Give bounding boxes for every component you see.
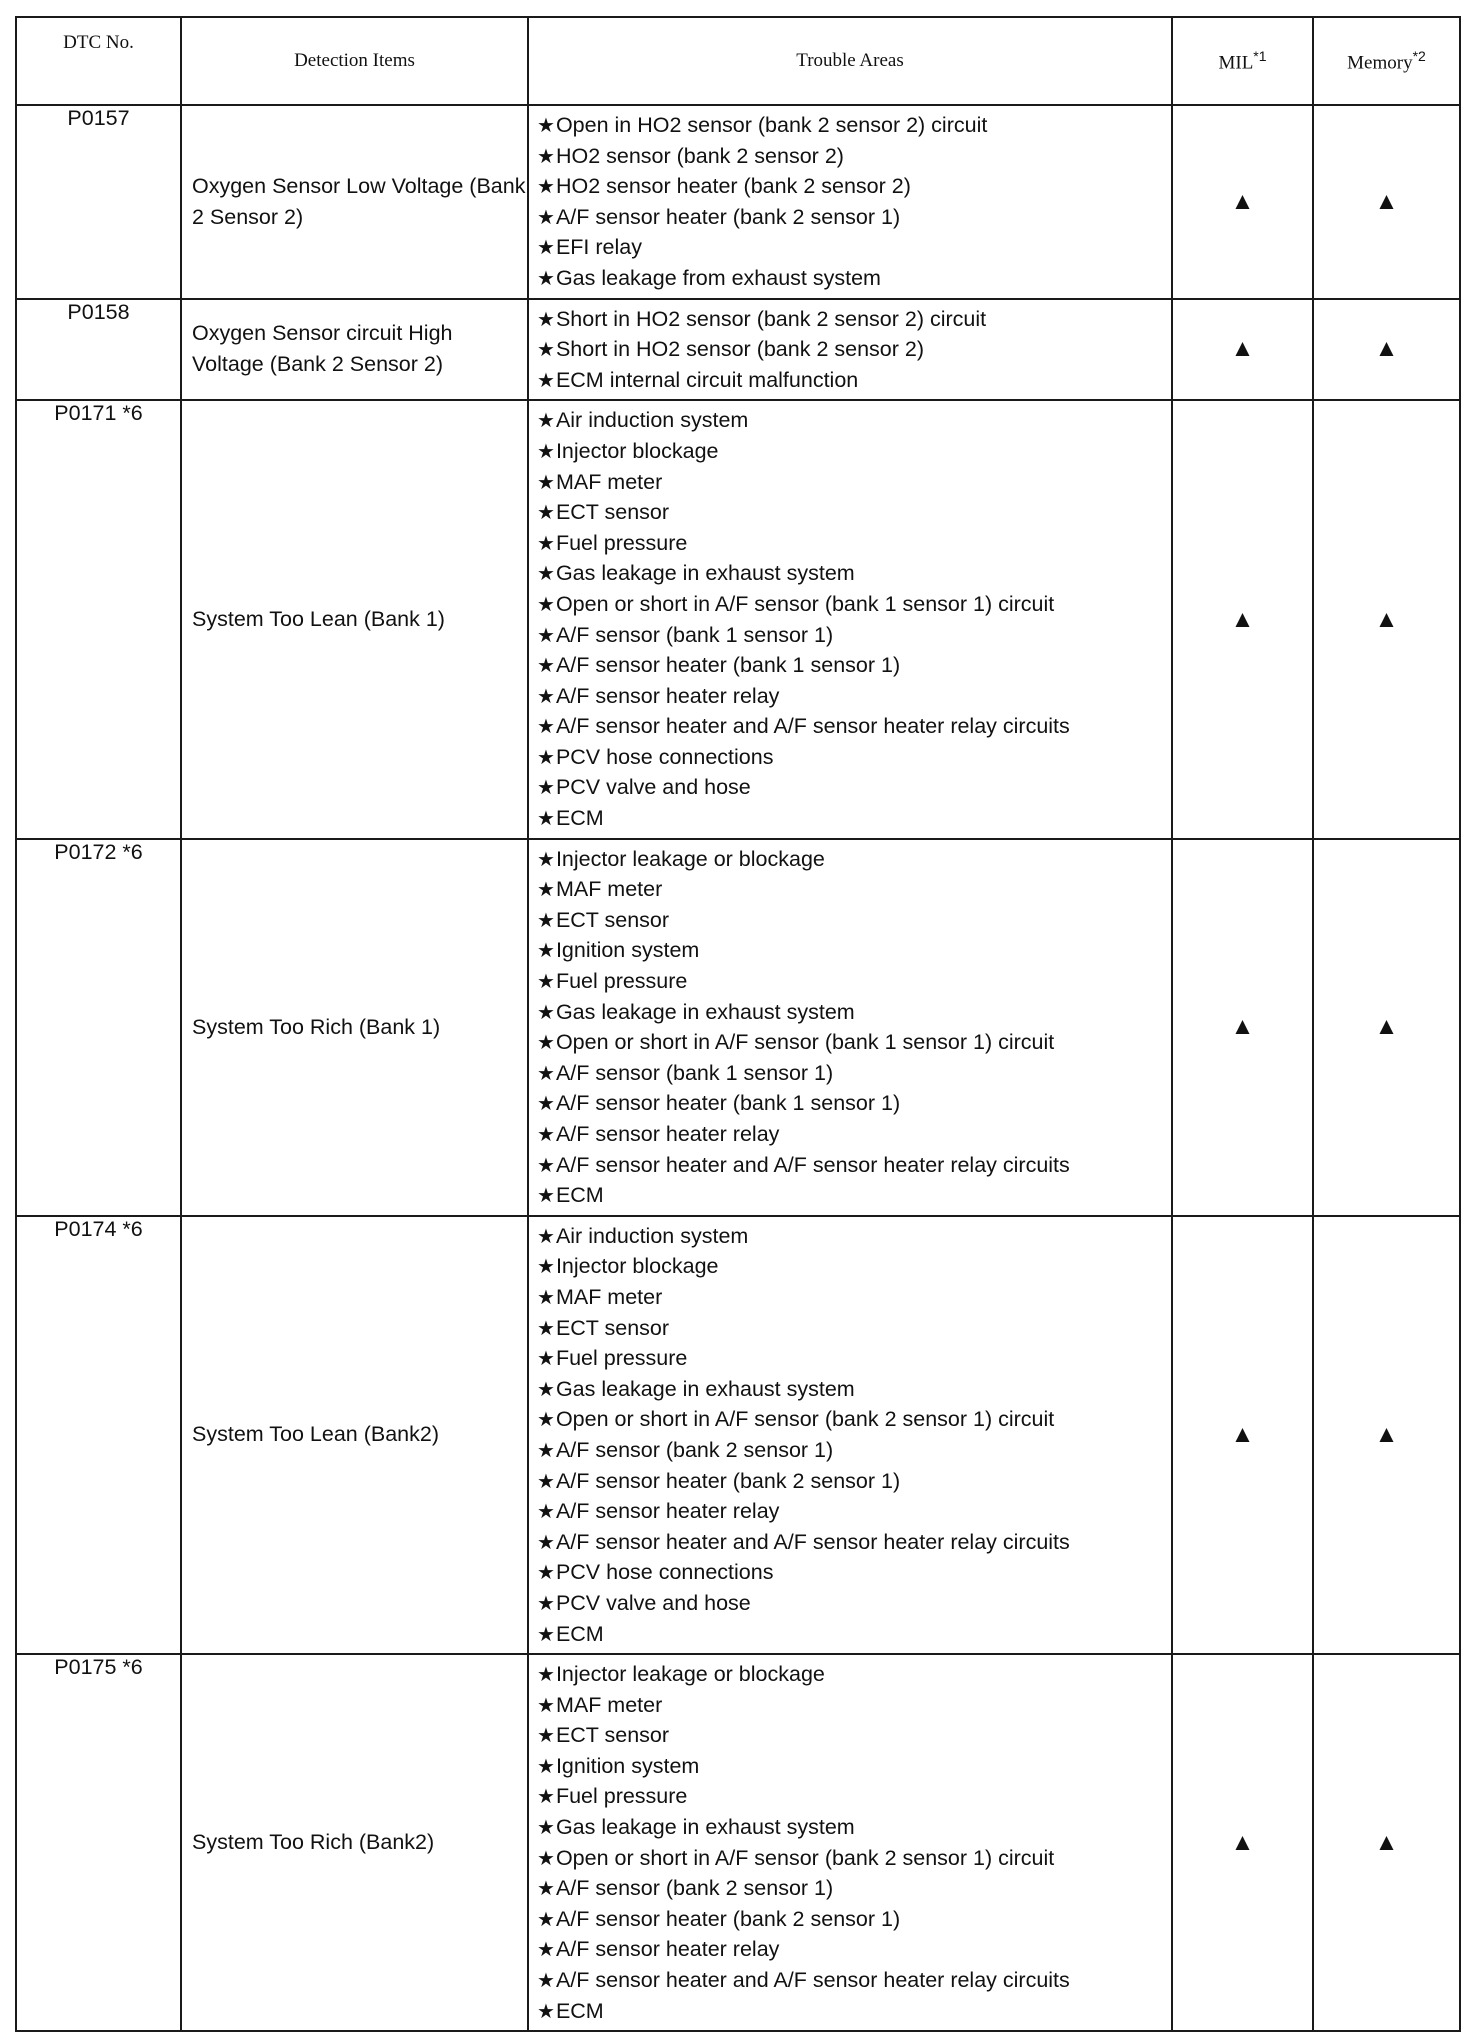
trouble-area-text: MAF meter [555,1692,663,1717]
star-bullet-icon: ★ [537,1470,555,1493]
dtc-code: P0157 [16,105,181,299]
detection-item: Oxygen Sensor Low Voltage (Bank 2 Sensor 2) [181,105,528,299]
trouble-area-item [537,334,1165,365]
mil-indicator-icon: ▲ [1172,105,1313,299]
star-bullet-icon: ★ [537,369,555,392]
detection-item: System Too Lean (Bank 1) [181,400,528,838]
star-bullet-icon: ★ [537,1725,555,1748]
trouble-area-item [537,1781,1165,1812]
trouble-area-text: A/F sensor heater and A/F sensor heater relay circuits [555,1968,1070,1993]
trouble-area-text: PCV valve and hose [555,775,751,800]
dtc-code: P0174 *6 [16,1216,181,1654]
star-bullet-icon: ★ [537,1878,555,1901]
trouble-area-item [537,497,1165,528]
detection-item: System Too Lean (Bank2) [181,1216,528,1654]
star-bullet-icon: ★ [537,1817,555,1840]
star-bullet-icon: ★ [537,1348,555,1371]
trouble-area-text: Open in HO2 sensor (bank 2 sensor 2) circuit [555,113,988,137]
mil-footnote-marker: *1 [1253,47,1267,64]
trouble-area-item [537,905,1165,936]
trouble-area-text: ECM internal circuit malfunction [555,367,859,392]
trouble-area-item [537,620,1165,651]
memory-footnote-marker: *2 [1412,47,1426,64]
memory-indicator-icon: ▲ [1313,299,1460,401]
star-bullet-icon: ★ [537,237,555,260]
header-detection-items: Detection Items [181,17,528,105]
dtc-code: P0171 *6 [16,400,181,838]
trouble-area-item [537,803,1165,834]
star-bullet-icon: ★ [537,1154,555,1177]
trouble-area-text: A/F sensor heater (bank 2 sensor 1) [555,204,901,229]
trouble-area-item [537,589,1165,620]
trouble-area-item [537,1466,1165,1497]
trouble-area-text: MAF meter [555,1284,663,1309]
star-bullet-icon: ★ [537,655,555,678]
trouble-area-text: A/F sensor heater (bank 1 sensor 1) [555,653,901,678]
trouble-area-text: Air induction system [555,1223,749,1248]
trouble-area-item [537,1343,1165,1374]
trouble-area-text: Gas leakage in exhaust system [555,999,855,1024]
trouble-area-item [537,1659,1165,1690]
star-bullet-icon: ★ [537,2000,555,2023]
trouble-area-item [537,110,1165,141]
trouble-area-item [537,405,1165,436]
star-bullet-icon: ★ [537,940,555,963]
trouble-area-item [537,141,1165,172]
trouble-area-text: Air induction system [555,408,749,433]
dtc-code: P0172 *6 [16,839,181,1216]
trouble-area-item [537,1119,1165,1150]
trouble-areas [528,299,1172,401]
memory-indicator-icon: ▲ [1313,400,1460,838]
star-bullet-icon: ★ [537,1256,555,1279]
trouble-area-item [537,1027,1165,1058]
trouble-area-text: A/F sensor heater (bank 1 sensor 1) [555,1091,901,1116]
trouble-area-text: Open or short in A/F sensor (bank 1 sensor 1) circuit [555,591,1055,616]
trouble-areas [528,400,1172,838]
trouble-area-text: A/F sensor heater (bank 2 sensor 1) [555,1468,901,1493]
trouble-area-text: EFI relay [555,235,642,260]
star-bullet-icon: ★ [537,848,555,871]
trouble-area-item [537,997,1165,1028]
trouble-area-item [537,1843,1165,1874]
trouble-area-text: Injector blockage [555,438,719,463]
trouble-area-item [537,1812,1165,1843]
star-bullet-icon: ★ [537,145,555,168]
star-bullet-icon: ★ [537,502,555,525]
trouble-area-item [537,1435,1165,1466]
star-bullet-icon: ★ [537,532,555,555]
trouble-area-item [537,1374,1165,1405]
trouble-area-text: A/F sensor (bank 1 sensor 1) [555,622,834,647]
trouble-area-text: Ignition system [555,938,700,963]
trouble-area-item [537,558,1165,589]
trouble-area-item [537,263,1165,294]
star-bullet-icon: ★ [537,1786,555,1809]
header-dtc-no: DTC No. [16,17,181,105]
trouble-area-text: Short in HO2 sensor (bank 2 sensor 2) circuit [555,306,987,331]
trouble-areas [528,105,1172,299]
trouble-area-text: PCV hose connections [555,744,774,769]
star-bullet-icon: ★ [537,909,555,932]
star-bullet-icon: ★ [537,1409,555,1432]
header-trouble-areas: Trouble Areas [528,17,1172,105]
star-bullet-icon: ★ [537,716,555,739]
trouble-area-item [537,1690,1165,1721]
trouble-area-text: Injector leakage or blockage [555,1662,825,1687]
trouble-area-text: Fuel pressure [555,530,688,555]
trouble-area-text: PCV hose connections [555,1560,774,1585]
star-bullet-icon: ★ [537,1939,555,1962]
trouble-area-item [537,1751,1165,1782]
trouble-area-text: ECM [555,1998,604,2023]
star-bullet-icon: ★ [537,410,555,433]
mil-indicator-icon: ▲ [1172,400,1313,838]
star-bullet-icon: ★ [537,1562,555,1585]
star-bullet-icon: ★ [537,1908,555,1931]
memory-indicator-icon: ▲ [1313,839,1460,1216]
detection-item: Oxygen Sensor circuit High Voltage (Bank 2 Sensor 2) [181,299,528,401]
trouble-area-text: A/F sensor heater and A/F sensor heater relay circuits [555,714,1070,739]
trouble-area-item [537,1313,1165,1344]
trouble-area-text: HO2 sensor heater (bank 2 sensor 2) [555,174,911,199]
trouble-area-item [537,1088,1165,1119]
table-row [16,1216,1460,1654]
trouble-area-text: HO2 sensor (bank 2 sensor 2) [555,143,844,168]
trouble-area-text: MAF meter [555,877,663,902]
trouble-area-item [537,365,1165,396]
trouble-area-text: A/F sensor heater relay [555,1122,780,1146]
trouble-area-item [537,681,1165,712]
star-bullet-icon: ★ [537,267,555,290]
table-row [16,1654,1460,2031]
trouble-area-text: Ignition system [555,1753,700,1778]
trouble-area-item [537,1404,1165,1435]
dtc-code: P0175 *6 [16,1654,181,2031]
star-bullet-icon: ★ [537,808,555,831]
trouble-area-item [537,436,1165,467]
table-row [16,105,1460,299]
trouble-area-text: Short in HO2 sensor (bank 2 sensor 2) [555,337,924,362]
trouble-area-text: Fuel pressure [555,969,688,994]
table-body [16,105,1460,2031]
trouble-area-text: A/F sensor heater relay [555,1499,780,1524]
star-bullet-icon: ★ [537,1032,555,1055]
star-bullet-icon: ★ [537,1062,555,1085]
trouble-area-text: Gas leakage from exhaust system [555,265,881,290]
star-bullet-icon: ★ [537,339,555,362]
trouble-area-text: A/F sensor heater (bank 2 sensor 1) [555,1906,901,1931]
star-bullet-icon: ★ [537,1093,555,1116]
trouble-area-item [537,1557,1165,1588]
trouble-area-text: ECT sensor [555,1723,670,1748]
star-bullet-icon: ★ [537,1439,555,1462]
trouble-area-item [537,467,1165,498]
trouble-area-text: Open or short in A/F sensor (bank 2 sensor 1) circuit [555,1845,1055,1870]
trouble-area-text: Injector blockage [555,1254,719,1279]
star-bullet-icon: ★ [537,1286,555,1309]
trouble-area-item [537,232,1165,263]
trouble-area-item [537,1934,1165,1965]
mil-indicator-icon: ▲ [1172,1216,1313,1654]
star-bullet-icon: ★ [537,1001,555,1024]
trouble-area-text: PCV valve and hose [555,1590,751,1615]
trouble-area-item [537,1150,1165,1181]
mil-indicator-icon: ▲ [1172,299,1313,401]
star-bullet-icon: ★ [537,440,555,463]
star-bullet-icon: ★ [537,1970,555,1993]
star-bullet-icon: ★ [537,1623,555,1646]
mil-indicator-icon: ▲ [1172,1654,1313,2031]
star-bullet-icon: ★ [537,777,555,800]
trouble-area-text: MAF meter [555,469,663,494]
trouble-area-text: A/F sensor heater relay [555,1937,780,1962]
star-bullet-icon: ★ [537,563,555,586]
star-bullet-icon: ★ [537,685,555,708]
trouble-area-item [537,772,1165,803]
star-bullet-icon: ★ [537,746,555,769]
trouble-area-item [537,1965,1165,1996]
star-bullet-icon: ★ [537,1225,555,1248]
trouble-area-text: ECM [555,806,604,831]
star-bullet-icon: ★ [537,471,555,494]
mil-indicator-icon: ▲ [1172,839,1313,1216]
star-bullet-icon: ★ [537,593,555,616]
trouble-area-item [537,1282,1165,1313]
trouble-area-item [537,1527,1165,1558]
trouble-area-text: Fuel pressure [555,1784,688,1809]
trouble-area-item [537,1058,1165,1089]
trouble-area-item [537,171,1165,202]
trouble-area-item [537,966,1165,997]
header-row [16,17,1460,105]
trouble-area-text: Injector leakage or blockage [555,846,825,871]
star-bullet-icon: ★ [537,1501,555,1524]
detection-item: System Too Rich (Bank2) [181,1654,528,2031]
star-bullet-icon: ★ [537,1592,555,1615]
trouble-area-text: ECT sensor [555,907,670,932]
trouble-area-text: A/F sensor heater relay [555,683,780,708]
trouble-area-item [537,1221,1165,1252]
star-bullet-icon: ★ [537,1755,555,1778]
star-bullet-icon: ★ [537,176,555,199]
star-bullet-icon: ★ [537,308,555,331]
trouble-area-item [537,1180,1165,1211]
trouble-area-item [537,1588,1165,1619]
trouble-area-item [537,1496,1165,1527]
star-bullet-icon: ★ [537,1531,555,1554]
trouble-area-text: Fuel pressure [555,1346,688,1371]
trouble-area-text: ECM [555,1183,604,1208]
trouble-area-item [537,711,1165,742]
trouble-areas [528,1216,1172,1654]
trouble-area-text: A/F sensor (bank 1 sensor 1) [555,1060,834,1085]
trouble-area-item [537,1904,1165,1935]
memory-indicator-icon: ▲ [1313,1216,1460,1654]
star-bullet-icon: ★ [537,624,555,647]
table-row [16,400,1460,838]
detection-item: System Too Rich (Bank 1) [181,839,528,1216]
trouble-area-item [537,1619,1165,1650]
trouble-areas [528,1654,1172,2031]
trouble-area-text: Gas leakage in exhaust system [555,1376,855,1401]
trouble-area-text: A/F sensor heater and A/F sensor heater relay circuits [555,1529,1070,1554]
star-bullet-icon: ★ [537,971,555,994]
table-row [16,299,1460,401]
trouble-area-item [537,844,1165,875]
trouble-area-item [537,1251,1165,1282]
trouble-area-text: Gas leakage in exhaust system [555,1815,855,1840]
trouble-area-item [537,742,1165,773]
trouble-area-text: ECM [555,1621,604,1646]
trouble-area-text: A/F sensor heater and A/F sensor heater relay circuits [555,1152,1070,1177]
star-bullet-icon: ★ [537,1378,555,1401]
star-bullet-icon: ★ [537,115,555,137]
star-bullet-icon: ★ [537,1185,555,1208]
star-bullet-icon: ★ [537,1317,555,1340]
trouble-area-item [537,1720,1165,1751]
trouble-area-item [537,1873,1165,1904]
trouble-area-text: ECT sensor [555,500,670,525]
star-bullet-icon: ★ [537,879,555,902]
star-bullet-icon: ★ [537,1124,555,1146]
star-bullet-icon: ★ [537,206,555,229]
table-row [16,839,1460,1216]
trouble-area-item [537,1996,1165,2027]
trouble-area-item [537,304,1165,335]
header-mil: MIL$^{*1}$ [1172,17,1313,105]
star-bullet-icon: ★ [537,1664,555,1687]
star-bullet-icon: ★ [537,1694,555,1717]
trouble-area-item [537,874,1165,905]
trouble-area-text: A/F sensor (bank 2 sensor 1) [555,1876,834,1901]
trouble-areas [528,839,1172,1216]
trouble-area-text: Open or short in A/F sensor (bank 1 sensor 1) circuit [555,1030,1055,1055]
trouble-area-item [537,528,1165,559]
dtc-table [15,16,1461,2032]
trouble-area-text: ECT sensor [555,1315,670,1340]
star-bullet-icon: ★ [537,1847,555,1870]
trouble-area-text: Gas leakage in exhaust system [555,561,855,586]
trouble-area-text: Open or short in A/F sensor (bank 2 sensor 1) circuit [555,1407,1055,1432]
dtc-code: P0158 [16,299,181,401]
header-memory: Memory$^{*2}$ [1313,17,1460,105]
trouble-area-item [537,650,1165,681]
trouble-area-item [537,202,1165,233]
trouble-area-text: A/F sensor (bank 2 sensor 1) [555,1437,834,1462]
memory-indicator-icon: ▲ [1313,1654,1460,2031]
memory-indicator-icon: ▲ [1313,105,1460,299]
trouble-area-item [537,935,1165,966]
